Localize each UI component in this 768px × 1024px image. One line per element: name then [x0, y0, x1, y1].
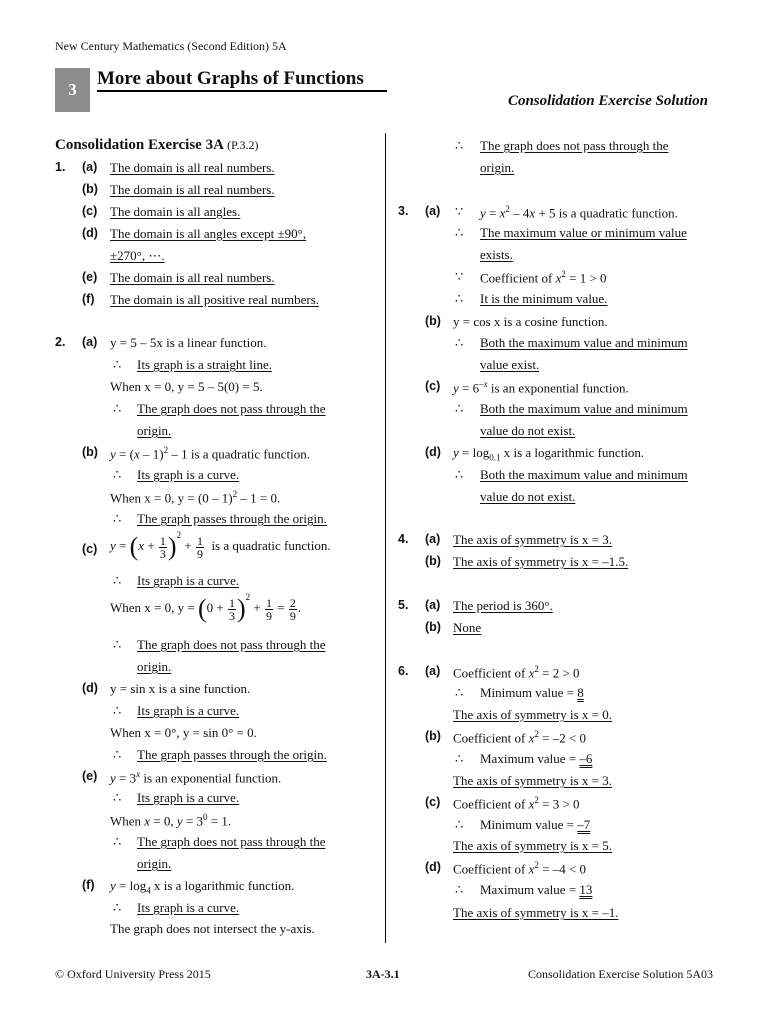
- statement: Coefficient of $x^2 = -4 < 0$: [453, 860, 587, 877]
- part-tag: (a): [425, 532, 441, 546]
- statement: $y = 3^x$ is an exponential function.: [110, 769, 282, 786]
- because-symbol: ∵: [455, 204, 464, 219]
- statement: [480, 882, 592, 898]
- statement-text: = –2 < 0: [542, 730, 587, 746]
- statement-text: = 2 > 0: [542, 665, 580, 681]
- part-tag: (b): [82, 182, 98, 196]
- statement-text: x is a logarithmic function.: [503, 445, 645, 460]
- part-tag: (a): [82, 335, 98, 349]
- part-tag: (a): [425, 204, 441, 218]
- answer: The domain is all angles except ±90°,: [110, 226, 307, 241]
- part-tag: (c): [425, 379, 441, 393]
- therefore-symbol: ∴: [113, 511, 122, 526]
- answer: The axis of symmetry is x = 5.: [453, 838, 612, 853]
- answer-value: 13: [579, 882, 593, 897]
- therefore-symbol: ∴: [113, 357, 122, 372]
- answer-value: 8: [577, 685, 584, 700]
- exercise-heading: [55, 137, 259, 154]
- statement: When x = 0, y = (0 – 1)$^2$ – 1 = 0.: [110, 489, 281, 506]
- answer: The graph does not pass through the: [480, 138, 669, 153]
- statement-text: – 1 = 0.: [240, 490, 281, 506]
- answer: value do not exist.: [480, 423, 576, 438]
- therefore-symbol: ∴: [113, 790, 122, 805]
- statement-text: = –4 < 0: [542, 861, 587, 877]
- therefore-symbol: ∴: [113, 900, 122, 915]
- question-number: 3.: [398, 204, 409, 218]
- statement: The graph does not intersect the y-axis.: [110, 921, 315, 936]
- answer: Both the maximum value and minimum: [480, 335, 688, 350]
- statement: [480, 751, 592, 767]
- answer: The graph does not pass through the: [137, 637, 326, 652]
- answer: value exist.: [480, 357, 540, 372]
- statement-text: Maximum value =: [480, 751, 577, 766]
- answer: exists.: [480, 247, 513, 262]
- answer: The axis of symmetry is x = 3.: [453, 532, 612, 547]
- part-tag: (b): [82, 445, 98, 459]
- part-tag: (d): [82, 226, 98, 240]
- answer: The axis of symmetry is x = 0.: [453, 707, 612, 722]
- answer: The graph does not pass through the: [137, 834, 326, 849]
- statement-text: Minimum value =: [480, 685, 574, 700]
- answer-value: –6: [579, 751, 593, 766]
- statement-text: is an exponential function.: [143, 770, 282, 786]
- answer: origin.: [137, 423, 172, 438]
- part-tag: (a): [82, 160, 98, 174]
- answer: value do not exist.: [480, 489, 576, 504]
- column-divider: [385, 133, 386, 943]
- page-subtitle: Consolidation Exercise Solution: [507, 93, 708, 109]
- statement-text: Maximum value =: [480, 882, 577, 897]
- answer: Its graph is a curve.: [137, 573, 240, 588]
- statement: $y = \log_4 x$ is a logarithmic function.: [110, 878, 295, 896]
- therefore-symbol: ∴: [113, 573, 122, 588]
- statement: y = (x + $\frac{1}{3}$ )$^2$ + $\frac{1}{9}$ is a quadratic function.: [110, 530, 331, 562]
- statement: When x = 0°, y = sin 0° = 0.: [110, 725, 257, 740]
- statement: y = 5 – 5x is a linear function.: [110, 335, 267, 350]
- statement-text: = 1 > 0: [569, 270, 607, 286]
- statement: $y = 6^{-x}$ is an exponential function.: [453, 379, 629, 396]
- statement-text: x is a logarithmic function.: [153, 878, 295, 893]
- statement: Coefficient of $x^2 = 2 > 0$: [453, 664, 580, 681]
- statement-text: Minimum value =: [480, 817, 574, 832]
- answer: It is the minimum value.: [480, 291, 608, 306]
- part-tag: (e): [82, 769, 98, 783]
- therefore-symbol: ∴: [455, 751, 464, 766]
- statement: y = (x – 1)$^2$ – 1 is a quadratic function.: [110, 445, 310, 462]
- therefore-symbol: ∴: [113, 401, 122, 416]
- answer: Its graph is a curve.: [137, 900, 240, 915]
- footer-doc-code: Consolidation Exercise Solution 5A03: [528, 967, 713, 981]
- part-tag: (b): [425, 729, 441, 743]
- part-tag: (e): [82, 270, 98, 284]
- exercise-title: Consolidation Exercise 3A: [55, 137, 224, 153]
- question-number: 2.: [55, 335, 66, 349]
- answer: The domain is all positive real numbers.: [110, 292, 320, 307]
- statement-text: = 3 > 0: [542, 796, 580, 812]
- part-tag: (a): [425, 664, 441, 678]
- statement: When x = 0, y = (0 + $\frac{1}{3}$ )$^2$ + $\frac{1}{9}$ = $\frac{2}{9}$ .: [110, 592, 302, 624]
- title-underline: [97, 90, 387, 92]
- footer-copyright: © Oxford University Press 2015: [55, 967, 211, 981]
- statement-text: When x = 0, y = (0 – 1): [110, 490, 233, 506]
- therefore-symbol: ∴: [455, 335, 464, 350]
- answer: ±270°, ⋯.: [110, 248, 165, 263]
- statement: y = sin x is a sine function.: [110, 681, 251, 696]
- statement: When x = 0, y = 5 – 5(0) = 5.: [110, 379, 263, 394]
- therefore-symbol: ∴: [455, 291, 464, 306]
- statement-text: – 1 is a quadratic function.: [171, 446, 310, 462]
- answer: The axis of symmetry is x = 3.: [453, 773, 612, 788]
- therefore-symbol: ∴: [455, 138, 464, 153]
- part-tag: (c): [82, 204, 98, 218]
- answer: The domain is all real numbers.: [110, 270, 275, 285]
- because-symbol: ∵: [455, 269, 464, 284]
- statement: $y = \log_{0.1} x$ is a logarithmic function.: [453, 445, 645, 463]
- statement: y = cos x is a cosine function.: [453, 314, 608, 329]
- therefore-symbol: ∴: [113, 834, 122, 849]
- therefore-symbol: ∴: [113, 703, 122, 718]
- therefore-symbol: ∴: [455, 685, 464, 700]
- therefore-symbol: ∴: [455, 401, 464, 416]
- part-tag: (f): [82, 292, 95, 306]
- footer-page-number: 3A-3.1: [366, 967, 400, 981]
- statement: $y = x^2 - 4x + 5$ is a quadratic function.: [480, 204, 678, 221]
- part-tag: (d): [425, 860, 441, 874]
- answer: origin.: [137, 856, 172, 871]
- part-tag: (d): [82, 681, 98, 695]
- therefore-symbol: ∴: [113, 467, 122, 482]
- answer: The period is 360°.: [453, 598, 553, 613]
- part-tag: (b): [425, 554, 441, 568]
- statement-text: + 5 is a quadratic function.: [538, 205, 678, 221]
- therefore-symbol: ∴: [455, 882, 464, 897]
- statement-text: is a quadratic function.: [211, 538, 331, 553]
- exercise-page-ref: (P.3.2): [227, 138, 259, 152]
- answer: None: [453, 620, 482, 635]
- statement: Coefficient of $x^2 = -2 < 0$: [453, 729, 587, 746]
- therefore-symbol: ∴: [113, 747, 122, 762]
- answer: The axis of symmetry is x = –1.: [453, 905, 619, 920]
- answer: Both the maximum value and minimum: [480, 467, 688, 482]
- answer: origin.: [137, 659, 172, 674]
- part-tag: (d): [425, 445, 441, 459]
- answer: The graph does not pass through the: [137, 401, 326, 416]
- part-tag: (c): [82, 542, 98, 556]
- answer: Its graph is a straight line.: [137, 357, 273, 372]
- answer-value: –7: [577, 817, 591, 832]
- statement-text: = 1.: [210, 813, 232, 829]
- answer: The graph passes through the origin.: [137, 511, 327, 526]
- statement-text: is an exponential function.: [490, 380, 629, 396]
- answer: The domain is all angles.: [110, 204, 241, 219]
- question-number: 4.: [398, 532, 409, 546]
- answer: The domain is all real numbers.: [110, 160, 275, 175]
- part-tag: (b): [425, 620, 441, 634]
- statement: When x = 0, $y = 3^0 = 1$.: [110, 812, 232, 829]
- part-tag: (c): [425, 795, 441, 809]
- answer: Its graph is a curve.: [137, 703, 240, 718]
- question-number: 5.: [398, 598, 409, 612]
- answer: The maximum value or minimum value: [480, 225, 687, 240]
- answer: The domain is all real numbers.: [110, 182, 275, 197]
- answer: The graph passes through the origin.: [137, 747, 327, 762]
- therefore-symbol: ∴: [455, 817, 464, 832]
- statement: [480, 817, 590, 833]
- chapter-number-badge: [55, 68, 90, 112]
- book-title: New Century Mathematics (Second Edition) 5A: [55, 39, 287, 53]
- answer: The axis of symmetry is x = –1.5.: [453, 554, 629, 569]
- chapter-title: More about Graphs of Functions: [97, 68, 364, 89]
- statement-text: When x = 0, y =: [110, 600, 195, 615]
- question-number: 6.: [398, 664, 409, 678]
- statement: Coefficient of $x^2 = 1 > 0$: [480, 269, 607, 286]
- answer: Its graph is a curve.: [137, 467, 240, 482]
- part-tag: (b): [425, 314, 441, 328]
- statement: Coefficient of $x^2 = 3 > 0$: [453, 795, 580, 812]
- answer: Its graph is a curve.: [137, 790, 240, 805]
- answer: origin.: [480, 160, 515, 175]
- part-tag: (a): [425, 598, 441, 612]
- part-tag: (f): [82, 878, 95, 892]
- statement: [480, 685, 584, 701]
- chapter-number: 3: [68, 80, 77, 99]
- question-number: 1.: [55, 160, 66, 174]
- therefore-symbol: ∴: [113, 637, 122, 652]
- therefore-symbol: ∴: [455, 467, 464, 482]
- therefore-symbol: ∴: [455, 225, 464, 240]
- answer: Both the maximum value and minimum: [480, 401, 688, 416]
